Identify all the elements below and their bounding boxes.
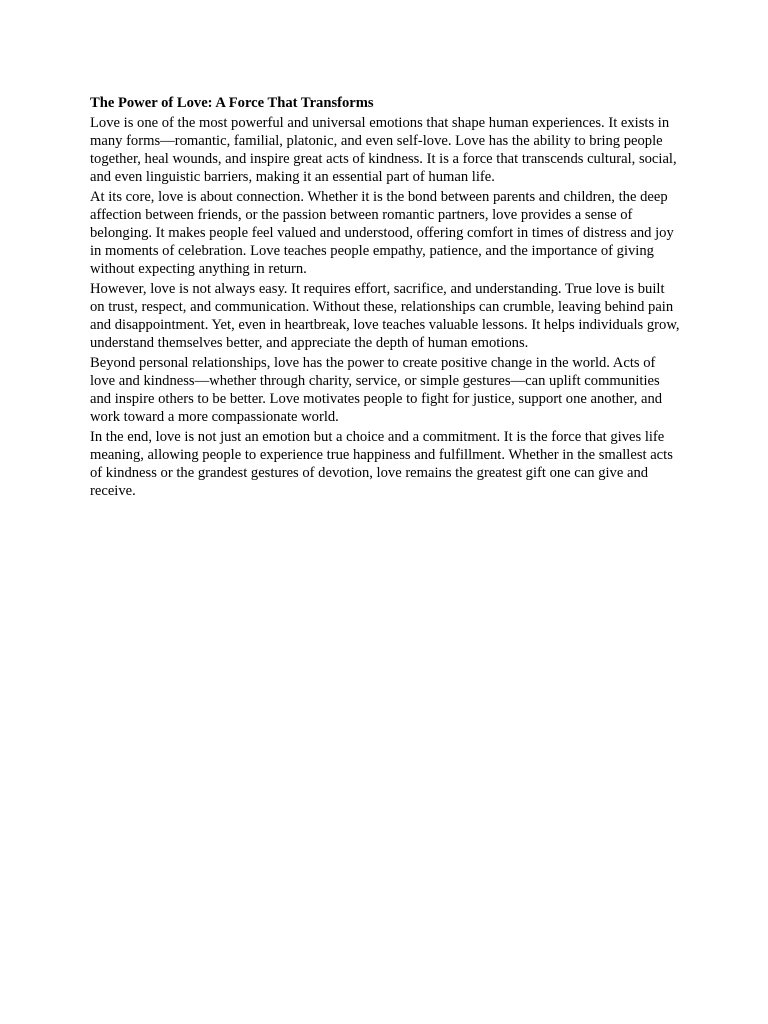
paragraph-1: Love is one of the most powerful and universal emotions that shape human experiences. It exists in many forms—romantic, familial, platonic, and even self-love. Love has the ability to bring people together, heal wounds, and inspire great acts of kindness. It is a force that transcends cultural, social, and even linguistic barriers, making it an essential part of human life. <box>90 115 677 185</box>
paragraph-4: Beyond personal relationships, love has the power to create positive change in the world. Acts of love and kindness—whether through charity, service, or simple gestures—can uplift communities and inspire others to be better. Love motivates people to fight for justice, support one another, and work toward a more compassionate world. <box>90 355 663 425</box>
paragraph-5: In the end, love is not just an emotion but a choice and a commitment. It is the force that gives life meaning, allowing people to experience true happiness and fulfillment. Whether in the smallest acts of kindness or the grandest gestures of devotion, love remains the greatest gift one can give and receive. <box>90 429 673 499</box>
paragraph-2: At its core, love is about connection. Whether it is the bond between parents and children, the deep affection between friends, or the passion between romantic partners, love provides a sense of belonging. It makes people feel valued and understood, offering comfort in times of distress and joy in moments of celebration. Love teaches people empathy, patience, and the importance of giving without expecting anything in return. <box>90 189 674 277</box>
document-body <box>90 94 682 502</box>
paragraph-3: However, love is not always easy. It requires effort, sacrifice, and understanding. True love is built on trust, respect, and communication. Without these, relationships can crumble, leaving behind pain and disappointment. Yet, even in heartbreak, love teaches valuable lessons. It helps individuals grow, understand themselves better, and appreciate the depth of human emotions. <box>90 281 680 351</box>
document-title: The Power of Love: A Force That Transforms <box>90 95 374 111</box>
